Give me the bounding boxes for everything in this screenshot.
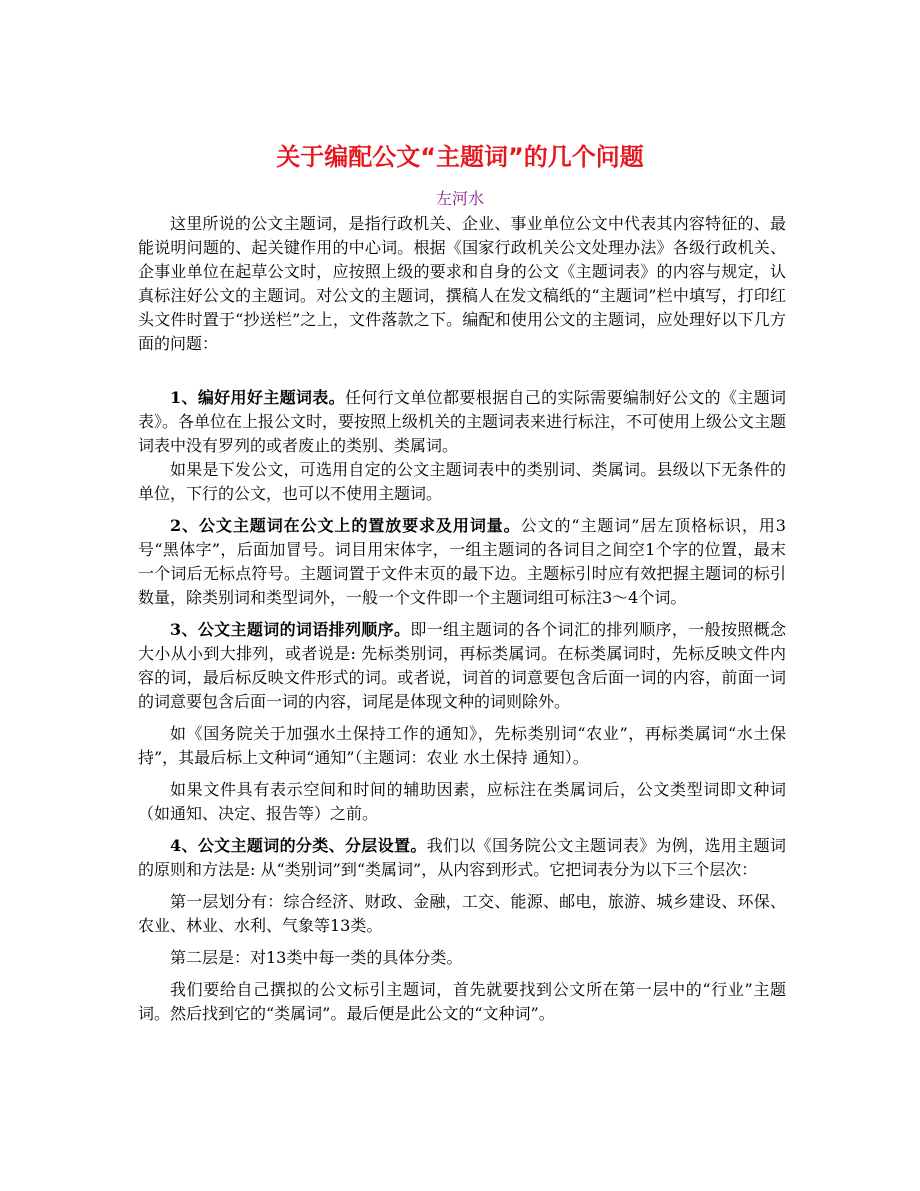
document-title: 关于编配公文“主题词”的几个问题 [276,143,644,171]
section-4-paragraph [138,834,786,882]
paragraph-text: 这里所说的公文主题词，是指行政机关、企业、事业单位公文中代表其内容特征的、最能说明问题的、起关键作用的中心词。根据《国家行政机关公文处理办法》各级行政机关、企事业单位在起草公文时，应按照上级的要求和自身的公文《主题词表》的内容与规定，认真标注好公文的主题词。对公文的主题词，撰稿人在发文稿纸的“主题词”栏中填写，打印红头文件时置于“抄送栏”之上，文件落款之下。编配和使用公文的主题词，应处理好以下几方面的问题： [138,214,786,353]
section-heading: 2、公文主题词在公文上的置放要求及用词量。 [170,516,521,535]
auxiliary-paragraph [138,778,786,826]
paragraph-text: 如果是下发公文，可选用自定的公文主题词表中的类别词、类属词。县级以下无条件的单位，下行的公文，也可以不使用主题词。 [138,460,786,503]
closing-paragraph [138,978,786,1026]
paragraph-text: 任何行文单位都要根据自己的实际需要编制好公文的《主题词表》。各单位在上报公文时，要按照上级机关的主题词表来进行标注，不可使用上级公文主题词表中没有罗列的或者废止的类别、类属词。 [138,388,787,455]
paragraph-text: 如《国务院关于加强水土保持工作的通知》，先标类别词“农业”，再标类属词“水土保持”，其最后标上文种词“通知”（主题词：农业 水土保持 通知）。 [138,724,786,767]
paragraph-text: 即一组主题词的各个词汇的排列顺序，一般按照概念大小从小到大排列，或者说是: 先标类别词，再标类属词。在标类属词时，先标反映文件内容的词，最后标反映文件形式的词。或者说，词首的词意要包含后面一词的内容，前面一词的词意要包含后面一词的内容，词尾是体现文种的词则除外。 [138,620,786,711]
section-heading: 1、编好用好主题词表。 [170,388,345,407]
intro-paragraph [138,212,786,356]
example-paragraph [138,722,786,770]
section-3-paragraph [138,618,786,714]
paragraph-text: 公文的“主题词”居左顶格标识，用3号“黑体字”，后面加冒号。词目用宋体字，一组主题词的各词目之间空1个字的位置，最末一个词后无标点符号。主题词置于文件末页的最下边。主题标引时应有效把握主题词的标引数量，除类别词和类型词外，一般一个文件即一个主题词组可标注3～4个词。 [138,516,786,607]
layer-2-paragraph [138,946,786,970]
paragraph-text: 如果文件具有表示空间和时间的辅助因素，应标注在类属词后，公文类型词即文种词（如通知、决定、报告等）之前。 [138,780,786,823]
paragraph-text: 第一层划分有：综合经济、财政、金融，工交、能源、邮电，旅游、城乡建设、环保、农业、林业、水利、气象等13类。 [138,892,786,935]
paragraph-text: 我们以《国务院公文主题词表》为例，选用主题词的原则和方法是: 从“类别词”到“类属词”，从内容到形式。它把词表分为以下三个层次： [138,836,786,879]
author-name: 左河水 [435,189,484,208]
section-heading: 4、公文主题词的分类、分层设置。 [170,836,427,855]
layer-1-paragraph [138,890,786,938]
paragraph-text: 第二层是：对13类中每一类的具体分类。 [170,948,463,967]
paragraph-text: 我们要给自己撰拟的公文标引主题词，首先就要找到公文所在第一层中的“行业”主题词。然后找到它的“类属词”。最后便是此公文的“文种词”。 [138,980,786,1023]
section-1-paragraph [138,386,786,458]
section-2-paragraph [138,514,786,610]
document-body [138,212,786,1026]
section-1-note-paragraph [138,458,786,506]
section-heading: 3、公文主题词的词语排列顺序。 [170,620,411,639]
